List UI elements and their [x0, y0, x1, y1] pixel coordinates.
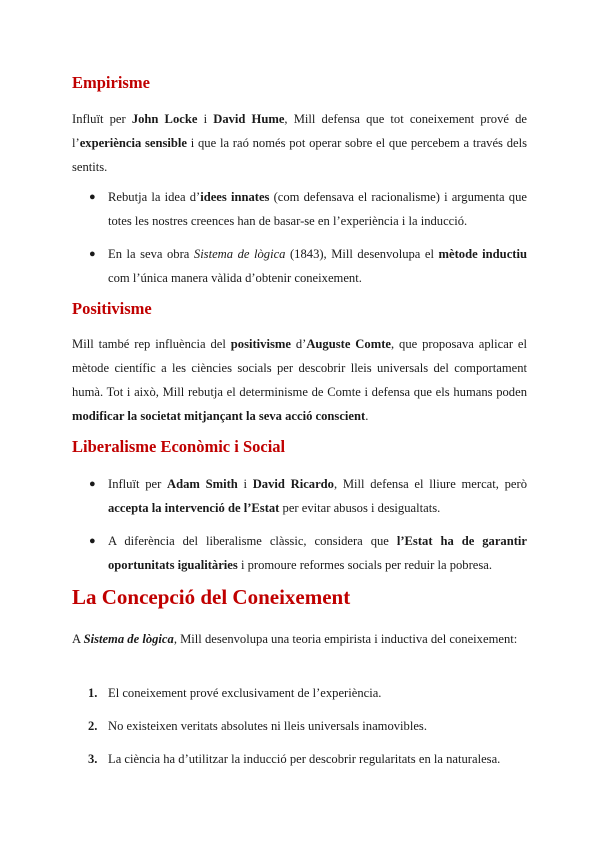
section-title-concepcio: La Concepció del Coneixement	[72, 585, 351, 609]
bullet-icon: ●	[89, 248, 96, 260]
section-title-empirisme: Empirisme	[72, 73, 150, 92]
section-title-liberalisme: Liberalisme Econòmic i Social	[72, 437, 286, 456]
paragraph-positivisme: Mill també rep influència del positivisme d’Auguste Comte, que proposava aplicar el mètode científic a les ciències socials per descobrir lleis universals del comportament humà. Tot i això, Mill rebutja el determinisme de Comte i defensa que els humans poden modificar la societat mitjançant la seva acció conscient.	[72, 337, 528, 423]
bullet-icon: ●	[89, 191, 96, 203]
list-item: ● A diferència del liberalisme clàssic, considera que l’Estat ha de garantir oportunitats igualitàries i promoure reformes socials per reduir la pobresa.	[72, 529, 527, 577]
list-item: ● En la seva obra Sistema de lògica (1843), Mill desenvolupa el mètode inductiu com l’única manera vàlida d’obtenir coneixement.	[72, 242, 527, 290]
list-item: ● Influït per Adam Smith i David Ricardo, Mill defensa el lliure mercat, però accepta la intervenció de l’Estat per evitar abusos i desigualtats.	[72, 472, 527, 520]
bullet-icon: ●	[89, 535, 96, 547]
bullet-icon: ●	[89, 478, 96, 490]
liberalisme-bullet-list	[72, 472, 527, 577]
concepcio-numbered-list	[72, 681, 527, 771]
paragraph-empirisme: Influït per John Locke i David Hume, Mill defensa que tot coneixement prové de l’experiència sensible i que la raó només pot operar sobre el que percebem a través dels sentits.	[72, 112, 527, 174]
list-item: ● Rebutja la idea d’idees innates (com defensava el racionalisme) i argumenta que totes les nostres creences han de basar-se en l’experiència i la inducció.	[72, 185, 527, 233]
list-item: 2. No existeixen veritats absolutes ni lleis universals inamovibles.	[88, 719, 427, 733]
list-item: 1. El coneixement prové exclusivament de l’experiència.	[88, 686, 382, 700]
empirisme-bullet-list	[72, 185, 527, 290]
list-item: 3. La ciència ha d’utilitzar la inducció per descobrir regularitats en la naturalesa.	[88, 752, 501, 766]
section-title-positivisme: Positivisme	[72, 299, 152, 318]
paragraph-concepcio-intro: A Sistema de lògica, Mill desenvolupa una teoria empirista i inductiva del coneixement:	[72, 632, 518, 646]
